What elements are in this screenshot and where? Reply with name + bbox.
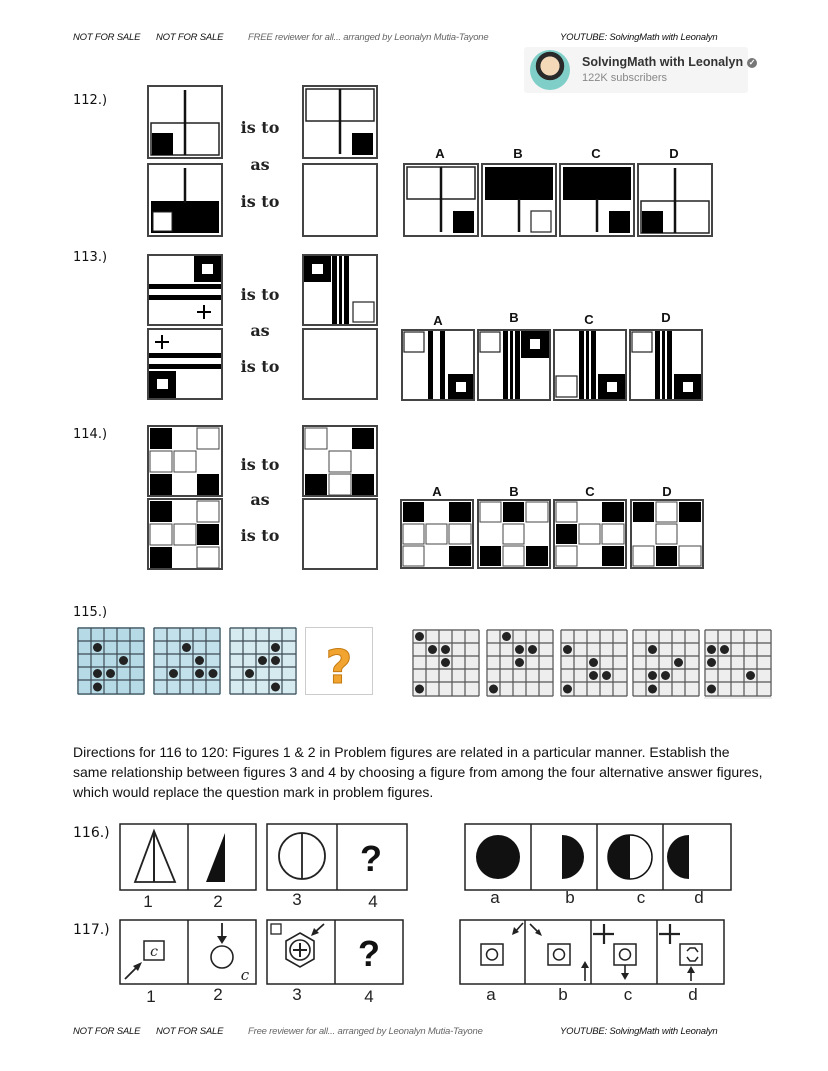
- header-not-for-sale-1: NOT FOR SALE: [73, 32, 141, 43]
- q115-option-4[interactable]: [632, 629, 700, 697]
- channel-name: [582, 55, 757, 69]
- q112-is-to-2: is to: [240, 192, 280, 211]
- q114-is-to-2: is to: [240, 526, 280, 545]
- q117-problem-figures-3-4: [266, 919, 404, 985]
- q114-answer-blank: [302, 498, 378, 570]
- question-mark-icon: ?: [360, 838, 382, 879]
- q117-label-2: 2: [213, 985, 223, 1004]
- question-mark-icon: ?: [325, 640, 353, 694]
- q113-is-to-2: is to: [240, 357, 280, 376]
- q112-option-b-label: B: [513, 146, 523, 161]
- directions-116-120: Directions for 116 to 120: Figures 1 & 2 in Problem figures are related in a particular manner. Establish the same relationship between figures 3 and 4 by choosing a figure from among the four alternative answer figures, which would replace the question mark in problem figures.: [73, 744, 763, 800]
- q114-figure-3: [302, 425, 378, 497]
- q117-problem-figures-1-2: [119, 919, 257, 985]
- q113-figure-1: [147, 254, 223, 326]
- question-number-114: 114.): [73, 427, 108, 442]
- q113-option-d-label: D: [661, 310, 671, 325]
- q115-problem-figure-1: [77, 627, 145, 695]
- q113-option-d[interactable]: [629, 329, 703, 401]
- q112-figure-3: [302, 85, 378, 159]
- q115-problem-figure-2: [153, 627, 221, 695]
- q114-option-a[interactable]: [400, 499, 474, 569]
- q114-option-b[interactable]: [477, 499, 551, 569]
- q112-figure-2: [147, 163, 223, 237]
- q114-option-c-label: C: [585, 484, 595, 499]
- q113-as: as: [250, 321, 270, 340]
- q114-option-a-label: A: [432, 484, 442, 499]
- q114-option-c[interactable]: [553, 499, 627, 569]
- q116-label-3: 3: [292, 890, 302, 909]
- q112-as: as: [250, 155, 270, 174]
- channel-name-text: SolvingMath with Leonalyn: [582, 55, 744, 69]
- q115-question-figure: [305, 627, 373, 695]
- q114-option-d-label: D: [662, 484, 672, 499]
- question-number-117: 117.): [73, 922, 110, 938]
- q115-option-1[interactable]: [412, 629, 480, 697]
- q116-option-a-label: a: [490, 888, 500, 907]
- q115-option-3[interactable]: [560, 629, 628, 697]
- q113-option-b-label: B: [509, 310, 519, 325]
- q115-option-5[interactable]: [704, 629, 772, 699]
- footer-not-for-sale-2: NOT FOR SALE: [156, 1026, 224, 1037]
- q112-answer-blank: [302, 163, 378, 237]
- youtube-channel-badge[interactable]: [524, 47, 756, 93]
- q113-figure-3: [302, 254, 378, 326]
- q113-option-a[interactable]: [401, 329, 475, 401]
- svg-text:c: c: [240, 966, 250, 984]
- q112-option-d[interactable]: [637, 163, 713, 237]
- footer-not-for-sale-1: NOT FOR SALE: [73, 1026, 141, 1037]
- q116-option-c-label: c: [636, 888, 646, 907]
- q116-label-2: 2: [213, 892, 223, 911]
- header-youtube: YOUTUBE: SolvingMath with Leonalyn: [560, 32, 718, 43]
- q116-problem-figures-1-2: [119, 823, 257, 891]
- question-number-112: 112.): [73, 93, 108, 108]
- q117-label-4: 4: [364, 987, 374, 1006]
- question-number-116: 116.): [73, 825, 110, 841]
- q112-option-b[interactable]: [481, 163, 557, 237]
- q114-figure-2: [147, 498, 223, 570]
- q113-is-to-1: is to: [240, 285, 280, 304]
- q114-is-to-1: is to: [240, 455, 280, 474]
- q117-answer-figures[interactable]: [459, 919, 725, 985]
- q113-option-c[interactable]: [553, 329, 627, 401]
- q117-label-3: 3: [292, 985, 302, 1004]
- q112-option-a[interactable]: [403, 163, 479, 237]
- question-number-115: 115.): [73, 605, 108, 620]
- q117-option-b-label: b: [558, 985, 568, 1004]
- subscriber-count: 122K subscribers: [582, 72, 667, 84]
- q114-as: as: [250, 490, 270, 509]
- q113-option-b[interactable]: [477, 329, 551, 401]
- q117-label-1: 1: [146, 987, 156, 1006]
- q112-figure-1: [147, 85, 223, 159]
- q116-problem-figures-3-4: [266, 823, 408, 891]
- q113-option-c-label: C: [584, 312, 594, 327]
- q115-option-2[interactable]: [486, 629, 554, 697]
- header-credit: FREE reviewer for all... arranged by Leonalyn Mutia-Tayone: [248, 32, 489, 43]
- q113-figure-2: [147, 328, 223, 400]
- q117-option-c-label: c: [623, 985, 633, 1004]
- q116-label-1: 1: [143, 892, 153, 911]
- question-mark-icon: ?: [358, 933, 380, 974]
- q117-option-a-label: a: [486, 985, 496, 1004]
- verified-check-icon: ✓: [748, 57, 756, 67]
- header-not-for-sale-2: NOT FOR SALE: [156, 32, 224, 43]
- channel-avatar: [530, 50, 570, 90]
- q116-label-4: 4: [368, 892, 378, 911]
- q113-option-a-label: A: [433, 313, 443, 328]
- footer-youtube: YOUTUBE: SolvingMath with Leonalyn: [560, 1026, 718, 1037]
- q115-problem-figure-3: [229, 627, 297, 695]
- q113-answer-blank: [302, 328, 378, 400]
- q112-option-a-label: A: [435, 146, 445, 161]
- q112-is-to-1: is to: [240, 118, 280, 137]
- q116-answer-figures[interactable]: [464, 823, 732, 891]
- q114-figure-1: [147, 425, 223, 497]
- footer-credit: Free reviewer for all... arranged by Leonalyn Mutia-Tayone: [248, 1026, 483, 1037]
- q116-option-b-label: b: [565, 888, 575, 907]
- svg-text:c: c: [150, 944, 158, 960]
- q112-option-c-label: C: [591, 146, 601, 161]
- q112-option-c[interactable]: [559, 163, 635, 237]
- q116-option-d-label: d: [694, 888, 704, 907]
- question-number-113: 113.): [73, 250, 108, 265]
- q117-option-d-label: d: [688, 985, 698, 1004]
- q114-option-d[interactable]: [630, 499, 704, 569]
- q114-option-b-label: B: [509, 484, 519, 499]
- q112-option-d-label: D: [669, 146, 679, 161]
